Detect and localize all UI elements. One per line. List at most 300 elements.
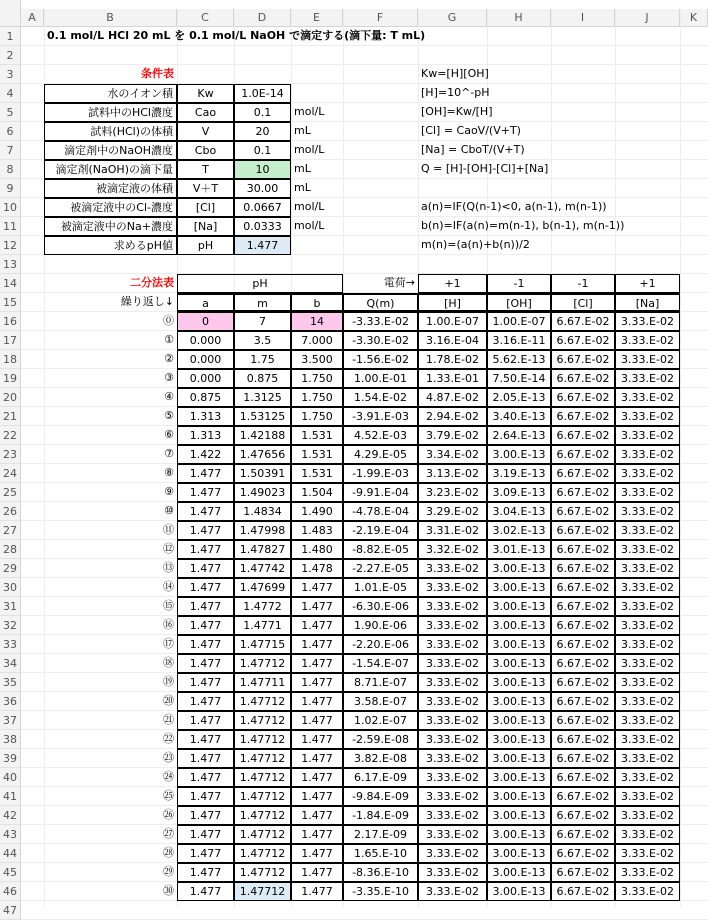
condition-label[interactable]: 被滴定液中のCl-濃度 — [44, 198, 177, 217]
bisection-cell[interactable]: 1.477 — [291, 597, 343, 616]
formula-text[interactable]: Kw=[H][OH] — [421, 67, 489, 80]
row-header-39[interactable]: 39 — [0, 749, 21, 768]
bisection-cell[interactable]: 1.477 — [177, 578, 234, 597]
bisection-cell[interactable]: 3.34.E-02 — [418, 445, 487, 464]
column-header-h[interactable]: H — [487, 9, 551, 27]
bisection-cell[interactable]: 1.47712 — [234, 768, 291, 787]
bisection-cell[interactable]: 3.33.E-02 — [615, 331, 680, 350]
bisection-cell[interactable]: 4.29.E-05 — [343, 445, 418, 464]
condition-label[interactable]: 滴定剤(NaOH)の滴下量 — [44, 160, 177, 179]
bisection-cell[interactable]: 1.490 — [291, 502, 343, 521]
bisection-cell[interactable]: 3.00.E-13 — [487, 730, 551, 749]
bisection-cell[interactable]: -4.78.E-04 — [343, 502, 418, 521]
bisection-cell[interactable]: 1.4834 — [234, 502, 291, 521]
bisection-cell[interactable]: 7.000 — [291, 331, 343, 350]
bisection-cell[interactable]: 7 — [234, 312, 291, 331]
column-title[interactable]: b — [291, 293, 343, 312]
bisection-cell[interactable]: 3.33.E-02 — [615, 730, 680, 749]
bisection-cell[interactable]: 6.67.E-02 — [551, 464, 615, 483]
bisection-cell[interactable]: 3.00.E-13 — [487, 825, 551, 844]
bisection-cell[interactable]: -2.27.E-05 — [343, 559, 418, 578]
bisection-cell[interactable]: 6.67.E-02 — [551, 559, 615, 578]
condition-value[interactable]: 0.1 — [234, 141, 291, 160]
iteration-index[interactable]: ⑩ — [164, 504, 174, 517]
column-header-e[interactable]: E — [291, 9, 343, 27]
bisection-cell[interactable]: 1.477 — [291, 692, 343, 711]
bisection-cell[interactable]: 1.477 — [177, 654, 234, 673]
bisection-cell[interactable]: 3.33.E-02 — [615, 312, 680, 331]
bisection-cell[interactable]: 2.05.E-13 — [487, 388, 551, 407]
bisection-cell[interactable]: 1.477 — [291, 844, 343, 863]
bisection-cell[interactable]: 1.504 — [291, 483, 343, 502]
bisection-cell[interactable]: 3.01.E-13 — [487, 540, 551, 559]
condition-label[interactable]: 試料中のHCl濃度 — [44, 103, 177, 122]
bisection-cell[interactable]: 1.477 — [291, 711, 343, 730]
bisection-cell[interactable]: 3.33.E-02 — [615, 559, 680, 578]
formula-text[interactable]: [Na] = CboT/(V+T) — [421, 143, 525, 156]
row-header-4[interactable]: 4 — [0, 84, 21, 103]
row-header-43[interactable]: 43 — [0, 825, 21, 844]
bisection-cell[interactable]: 3.5 — [234, 331, 291, 350]
bisection-cell[interactable]: 8.71.E-07 — [343, 673, 418, 692]
bisection-cell[interactable]: 6.67.E-02 — [551, 407, 615, 426]
column-title[interactable]: a — [177, 293, 234, 312]
bisection-cell[interactable]: 5.62.E-13 — [487, 350, 551, 369]
bisection-cell[interactable]: 3.33.E-02 — [615, 464, 680, 483]
bisection-cell[interactable]: 1.477 — [177, 863, 234, 882]
bisection-cell[interactable]: 6.67.E-02 — [551, 882, 615, 901]
bisection-cell[interactable]: 1.477 — [177, 730, 234, 749]
bisection-cell[interactable]: 4.87.E-02 — [418, 388, 487, 407]
bisection-cell[interactable]: 2.94.E-02 — [418, 407, 487, 426]
condition-unit[interactable]: mL — [294, 181, 311, 194]
bisection-cell[interactable]: 3.32.E-02 — [418, 540, 487, 559]
bisection-cell[interactable]: 1.477 — [291, 768, 343, 787]
bisection-cell[interactable]: 14 — [291, 312, 343, 331]
bisection-cell[interactable]: 1.50391 — [234, 464, 291, 483]
column-header-k[interactable]: K — [680, 9, 708, 27]
bisection-cell[interactable]: 3.33.E-02 — [418, 806, 487, 825]
row-header-26[interactable]: 26 — [0, 502, 21, 521]
bisection-cell[interactable]: 1.47712 — [234, 882, 291, 901]
bisection-cell[interactable]: 1.477 — [177, 844, 234, 863]
bisection-cell[interactable]: 1.47712 — [234, 692, 291, 711]
row-header-34[interactable]: 34 — [0, 654, 21, 673]
row-header-37[interactable]: 37 — [0, 711, 21, 730]
condition-value[interactable]: 1.477 — [234, 236, 291, 255]
select-all-corner[interactable] — [0, 0, 21, 27]
bisection-cell[interactable]: 6.67.E-02 — [551, 635, 615, 654]
bisection-cell[interactable]: 6.17.E-09 — [343, 768, 418, 787]
condition-unit[interactable]: mL — [294, 162, 311, 175]
bisection-cell[interactable]: 3.04.E-13 — [487, 502, 551, 521]
bisection-cell[interactable]: 1.477 — [177, 483, 234, 502]
ph-group-header[interactable]: pH — [177, 274, 343, 293]
bisection-cell[interactable]: 3.33.E-02 — [615, 578, 680, 597]
bisection-cell[interactable]: 1.477 — [177, 673, 234, 692]
bisection-cell[interactable]: 3.33.E-02 — [418, 559, 487, 578]
bisection-cell[interactable]: 3.33.E-02 — [615, 635, 680, 654]
bisection-cell[interactable]: 6.67.E-02 — [551, 483, 615, 502]
condition-unit[interactable]: mol/L — [294, 105, 325, 118]
column-title[interactable]: m — [234, 293, 291, 312]
bisection-cell[interactable]: 1.47712 — [234, 749, 291, 768]
row-header-45[interactable]: 45 — [0, 863, 21, 882]
bisection-cell[interactable]: 1.531 — [291, 445, 343, 464]
bisection-cell[interactable]: 1.478 — [291, 559, 343, 578]
column-header-a[interactable]: A — [21, 9, 44, 27]
bisection-cell[interactable]: 1.750 — [291, 369, 343, 388]
bisection-cell[interactable]: 3.16.E-11 — [487, 331, 551, 350]
bisection-cell[interactable]: 1.47712 — [234, 806, 291, 825]
bisection-cell[interactable]: 1.477 — [291, 749, 343, 768]
bisection-cell[interactable]: 0.000 — [177, 369, 234, 388]
bisection-cell[interactable]: 3.33.E-02 — [418, 844, 487, 863]
row-header-22[interactable]: 22 — [0, 426, 21, 445]
bisection-cell[interactable]: 6.67.E-02 — [551, 369, 615, 388]
sheet-title[interactable]: 0.1 mol/L HCl 20 mL を 0.1 mol/L NaOH で滴定する(滴下量: T mL) — [47, 29, 426, 42]
row-header-13[interactable]: 13 — [0, 255, 21, 274]
bisection-cell[interactable]: 1.47699 — [234, 578, 291, 597]
bisection-cell[interactable]: 3.33.E-02 — [418, 654, 487, 673]
bisection-cell[interactable]: 3.58.E-07 — [343, 692, 418, 711]
bisection-cell[interactable]: 3.00.E-13 — [487, 692, 551, 711]
iteration-index[interactable]: ③ — [164, 371, 174, 384]
bisection-cell[interactable]: 1.477 — [291, 654, 343, 673]
bisection-cell[interactable]: 3.33.E-02 — [615, 863, 680, 882]
condition-value[interactable]: 20 — [234, 122, 291, 141]
column-title[interactable]: [OH] — [487, 293, 551, 312]
bisection-cell[interactable]: 1.47712 — [234, 863, 291, 882]
bisection-cell[interactable]: 6.67.E-02 — [551, 388, 615, 407]
bisection-cell[interactable]: 1.477 — [177, 540, 234, 559]
bisection-cell[interactable]: 3.31.E-02 — [418, 521, 487, 540]
bisection-cell[interactable]: 3.00.E-13 — [487, 616, 551, 635]
bisection-cell[interactable]: 6.67.E-02 — [551, 863, 615, 882]
bisection-cell[interactable]: 7.50.E-14 — [487, 369, 551, 388]
iteration-index[interactable]: ① — [164, 333, 174, 346]
bisection-cell[interactable]: 3.00.E-13 — [487, 806, 551, 825]
condition-unit[interactable]: mol/L — [294, 219, 325, 232]
bisection-cell[interactable]: 3.00.E-13 — [487, 768, 551, 787]
bisection-cell[interactable]: 3.33.E-02 — [615, 825, 680, 844]
bisection-cell[interactable]: 0.875 — [234, 369, 291, 388]
bisection-cell[interactable]: 3.33.E-02 — [615, 768, 680, 787]
bisection-cell[interactable]: 1.47715 — [234, 635, 291, 654]
row-header-41[interactable]: 41 — [0, 787, 21, 806]
bisection-cell[interactable]: 1.313 — [177, 407, 234, 426]
row-header-9[interactable]: 9 — [0, 179, 21, 198]
row-header-19[interactable]: 19 — [0, 369, 21, 388]
bisection-cell[interactable]: 6.67.E-02 — [551, 806, 615, 825]
bisection-cell[interactable]: 3.00.E-13 — [487, 749, 551, 768]
column-header-c[interactable]: C — [177, 9, 234, 27]
row-header-46[interactable]: 46 — [0, 882, 21, 901]
bisection-cell[interactable]: 6.67.E-02 — [551, 578, 615, 597]
bisection-cell[interactable]: 3.00.E-13 — [487, 654, 551, 673]
bisection-cell[interactable]: -2.20.E-06 — [343, 635, 418, 654]
iteration-index[interactable]: ㉓ — [163, 751, 174, 764]
bisection-cell[interactable]: -3.91.E-03 — [343, 407, 418, 426]
bisection-cell[interactable]: 3.40.E-13 — [487, 407, 551, 426]
iteration-index[interactable]: ⑤ — [164, 409, 174, 422]
bisection-cell[interactable]: 6.67.E-02 — [551, 616, 615, 635]
bisection-cell[interactable]: 3.33.E-02 — [615, 388, 680, 407]
bisection-cell[interactable]: 3.00.E-13 — [487, 635, 551, 654]
bisection-cell[interactable]: 3.33.E-02 — [615, 711, 680, 730]
condition-label[interactable]: 試料(HCl)の体積 — [44, 122, 177, 141]
bisection-cell[interactable]: -3.33.E-02 — [343, 312, 418, 331]
bisection-cell[interactable]: 3.33.E-02 — [418, 597, 487, 616]
condition-unit[interactable]: mol/L — [294, 200, 325, 213]
bisection-cell[interactable]: 0.000 — [177, 350, 234, 369]
row-header-15[interactable]: 15 — [0, 293, 21, 312]
formula-text[interactable]: a(n)=IF(Q(n-1)<0, a(n-1), m(n-1)) — [421, 200, 607, 213]
iteration-index[interactable]: ㉖ — [163, 808, 174, 821]
row-header-36[interactable]: 36 — [0, 692, 21, 711]
bisection-cell[interactable]: 1.477 — [177, 882, 234, 901]
bisection-cell[interactable]: 3.00.E-13 — [487, 597, 551, 616]
bisection-cell[interactable]: 1.47712 — [234, 711, 291, 730]
bisection-cell[interactable]: 1.477 — [291, 863, 343, 882]
row-header-17[interactable]: 17 — [0, 331, 21, 350]
bisection-cell[interactable]: 1.33.E-01 — [418, 369, 487, 388]
bisection-cell[interactable]: 1.477 — [291, 806, 343, 825]
bisection-cell[interactable]: 3.33.E-02 — [418, 673, 487, 692]
bisection-cell[interactable]: 3.500 — [291, 350, 343, 369]
bisection-cell[interactable]: 1.480 — [291, 540, 343, 559]
bisection-cell[interactable]: 3.33.E-02 — [418, 578, 487, 597]
bisection-cell[interactable]: 3.00.E-13 — [487, 559, 551, 578]
iteration-index[interactable]: ⑫ — [163, 542, 174, 555]
condition-unit[interactable]: mL — [294, 124, 311, 137]
bisection-cell[interactable]: 1.47712 — [234, 825, 291, 844]
row-header-3[interactable]: 3 — [0, 65, 21, 84]
bisection-cell[interactable]: 1.53125 — [234, 407, 291, 426]
bisection-cell[interactable]: 1.483 — [291, 521, 343, 540]
bisection-cell[interactable]: 1.47712 — [234, 844, 291, 863]
bisection-cell[interactable]: 6.67.E-02 — [551, 597, 615, 616]
bisection-cell[interactable]: 3.19.E-13 — [487, 464, 551, 483]
bisection-cell[interactable]: 3.23.E-02 — [418, 483, 487, 502]
bisection-cell[interactable]: 1.477 — [177, 787, 234, 806]
charge-label[interactable]: 電荷→ — [383, 276, 415, 289]
bisection-cell[interactable]: 1.477 — [177, 597, 234, 616]
row-header-33[interactable]: 33 — [0, 635, 21, 654]
bisection-cell[interactable]: 1.00.E-07 — [487, 312, 551, 331]
iteration-index[interactable]: ㉚ — [163, 884, 174, 897]
bisection-heading[interactable]: 二分法表 — [130, 276, 174, 289]
bisection-cell[interactable]: 1.477 — [177, 768, 234, 787]
formula-text[interactable]: [H]=10^-pH — [421, 86, 490, 99]
iteration-index[interactable]: ⑭ — [163, 580, 174, 593]
row-header-31[interactable]: 31 — [0, 597, 21, 616]
column-header-j[interactable]: J — [615, 9, 680, 27]
bisection-cell[interactable]: 3.33.E-02 — [615, 749, 680, 768]
bisection-cell[interactable]: 1.477 — [291, 635, 343, 654]
row-header-10[interactable]: 10 — [0, 198, 21, 217]
row-header-24[interactable]: 24 — [0, 464, 21, 483]
bisection-cell[interactable]: 2.64.E-13 — [487, 426, 551, 445]
bisection-cell[interactable]: 1.65.E-10 — [343, 844, 418, 863]
column-title[interactable]: [Na] — [615, 293, 680, 312]
bisection-cell[interactable]: -8.82.E-05 — [343, 540, 418, 559]
condition-symbol[interactable]: V＋T — [177, 179, 234, 198]
iteration-index[interactable]: ⑯ — [163, 618, 174, 631]
bisection-cell[interactable]: 3.00.E-13 — [487, 578, 551, 597]
condition-label[interactable]: 被滴定液の体積 — [44, 179, 177, 198]
bisection-cell[interactable]: 1.750 — [291, 388, 343, 407]
bisection-cell[interactable]: 3.33.E-02 — [418, 768, 487, 787]
bisection-cell[interactable]: 3.33.E-02 — [418, 711, 487, 730]
bisection-cell[interactable]: 6.67.E-02 — [551, 825, 615, 844]
bisection-cell[interactable]: 3.33.E-02 — [615, 787, 680, 806]
condition-symbol[interactable]: Kw — [177, 84, 234, 103]
formula-text[interactable]: m(n)=(a(n)+b(n))/2 — [421, 238, 530, 251]
bisection-cell[interactable]: 3.00.E-13 — [487, 711, 551, 730]
iteration-index[interactable]: ⑱ — [163, 656, 174, 669]
bisection-cell[interactable]: 3.33.E-02 — [615, 445, 680, 464]
condition-symbol[interactable]: [Na] — [177, 217, 234, 236]
condition-value[interactable]: 1.0E-14 — [234, 84, 291, 103]
condition-symbol[interactable]: T — [177, 160, 234, 179]
bisection-cell[interactable]: 6.67.E-02 — [551, 426, 615, 445]
row-header-7[interactable]: 7 — [0, 141, 21, 160]
bisection-cell[interactable]: 1.477 — [291, 882, 343, 901]
bisection-cell[interactable]: 6.67.E-02 — [551, 711, 615, 730]
bisection-cell[interactable]: 1.4772 — [234, 597, 291, 616]
bisection-cell[interactable]: 3.33.E-02 — [615, 521, 680, 540]
bisection-cell[interactable]: 1.477 — [177, 502, 234, 521]
bisection-cell[interactable]: 6.67.E-02 — [551, 787, 615, 806]
bisection-cell[interactable]: 3.13.E-02 — [418, 464, 487, 483]
bisection-cell[interactable]: 6.67.E-02 — [551, 673, 615, 692]
bisection-cell[interactable]: -1.84.E-09 — [343, 806, 418, 825]
bisection-cell[interactable]: 1.47712 — [234, 730, 291, 749]
bisection-cell[interactable]: 6.67.E-02 — [551, 844, 615, 863]
bisection-cell[interactable]: 3.33.E-02 — [615, 407, 680, 426]
bisection-cell[interactable]: 1.3125 — [234, 388, 291, 407]
row-header-47[interactable]: 47 — [0, 901, 21, 920]
bisection-cell[interactable]: 6.67.E-02 — [551, 749, 615, 768]
bisection-cell[interactable]: 6.67.E-02 — [551, 350, 615, 369]
bisection-cell[interactable]: 6.67.E-02 — [551, 331, 615, 350]
iteration-index[interactable]: ㉔ — [163, 770, 174, 783]
bisection-cell[interactable]: -1.99.E-03 — [343, 464, 418, 483]
charge-value[interactable]: +1 — [615, 274, 680, 293]
iteration-index[interactable]: ⑪ — [163, 523, 174, 536]
row-header-38[interactable]: 38 — [0, 730, 21, 749]
condition-symbol[interactable]: V — [177, 122, 234, 141]
row-header-40[interactable]: 40 — [0, 768, 21, 787]
bisection-cell[interactable]: 6.67.E-02 — [551, 312, 615, 331]
bisection-cell[interactable]: 3.82.E-08 — [343, 749, 418, 768]
column-header-i[interactable]: I — [551, 9, 615, 27]
column-title[interactable]: [H] — [418, 293, 487, 312]
bisection-cell[interactable]: 1.477 — [291, 616, 343, 635]
bisection-cell[interactable]: 1.90.E-06 — [343, 616, 418, 635]
bisection-cell[interactable]: 6.67.E-02 — [551, 730, 615, 749]
bisection-cell[interactable]: 3.79.E-02 — [418, 426, 487, 445]
condition-label[interactable]: 被滴定液中のNa+濃度 — [44, 217, 177, 236]
row-header-30[interactable]: 30 — [0, 578, 21, 597]
bisection-cell[interactable]: -9.84.E-09 — [343, 787, 418, 806]
bisection-cell[interactable]: 1.477 — [291, 730, 343, 749]
bisection-cell[interactable]: 1.477 — [177, 635, 234, 654]
bisection-cell[interactable]: 1.47742 — [234, 559, 291, 578]
iteration-index[interactable]: ㉙ — [163, 865, 174, 878]
bisection-cell[interactable]: 1.477 — [177, 616, 234, 635]
bisection-cell[interactable]: 3.00.E-13 — [487, 882, 551, 901]
bisection-cell[interactable]: 1.477 — [291, 825, 343, 844]
formula-text[interactable]: [OH]=Kw/[H] — [421, 105, 493, 118]
charge-value[interactable]: +1 — [418, 274, 487, 293]
row-header-11[interactable]: 11 — [0, 217, 21, 236]
condition-symbol[interactable]: Cao — [177, 103, 234, 122]
row-header-18[interactable]: 18 — [0, 350, 21, 369]
bisection-cell[interactable]: 3.33.E-02 — [418, 825, 487, 844]
bisection-cell[interactable]: -3.30.E-02 — [343, 331, 418, 350]
iteration-index[interactable]: ⑳ — [163, 694, 174, 707]
column-header-g[interactable]: G — [418, 9, 487, 27]
iteration-index[interactable]: ㉗ — [163, 827, 174, 840]
bisection-cell[interactable]: 3.33.E-02 — [615, 844, 680, 863]
row-header-5[interactable]: 5 — [0, 103, 21, 122]
bisection-cell[interactable]: 6.67.E-02 — [551, 692, 615, 711]
condition-unit[interactable] — [291, 84, 343, 103]
bisection-cell[interactable]: 3.33.E-02 — [615, 806, 680, 825]
bisection-cell[interactable]: 1.477 — [291, 578, 343, 597]
row-header-23[interactable]: 23 — [0, 445, 21, 464]
bisection-cell[interactable]: 3.33.E-02 — [615, 692, 680, 711]
bisection-cell[interactable]: 3.29.E-02 — [418, 502, 487, 521]
bisection-cell[interactable]: 3.33.E-02 — [615, 673, 680, 692]
iteration-index[interactable]: ⑮ — [163, 599, 174, 612]
bisection-cell[interactable]: 0.875 — [177, 388, 234, 407]
bisection-cell[interactable]: 1.47712 — [234, 654, 291, 673]
row-header-16[interactable]: 16 — [0, 312, 21, 331]
bisection-cell[interactable]: 1.47827 — [234, 540, 291, 559]
condition-unit[interactable] — [291, 236, 343, 255]
row-header-44[interactable]: 44 — [0, 844, 21, 863]
bisection-cell[interactable]: 1.477 — [177, 464, 234, 483]
charge-value[interactable]: -1 — [487, 274, 551, 293]
iteration-index[interactable]: ⑰ — [163, 637, 174, 650]
row-header-27[interactable]: 27 — [0, 521, 21, 540]
bisection-cell[interactable]: 3.33.E-02 — [418, 635, 487, 654]
bisection-cell[interactable]: 0 — [177, 312, 234, 331]
iteration-index[interactable]: ④ — [164, 390, 174, 403]
bisection-cell[interactable]: 3.33.E-02 — [418, 863, 487, 882]
bisection-cell[interactable]: 3.09.E-13 — [487, 483, 551, 502]
bisection-cell[interactable]: 1.75 — [234, 350, 291, 369]
bisection-cell[interactable]: -3.35.E-10 — [343, 882, 418, 901]
bisection-cell[interactable]: 1.477 — [177, 749, 234, 768]
bisection-cell[interactable]: 3.33.E-02 — [418, 882, 487, 901]
condition-unit[interactable]: mol/L — [294, 143, 325, 156]
bisection-cell[interactable]: 3.33.E-02 — [615, 597, 680, 616]
iteration-index[interactable]: ⑧ — [164, 466, 174, 479]
column-title[interactable]: [Cl] — [551, 293, 615, 312]
row-header-20[interactable]: 20 — [0, 388, 21, 407]
bisection-cell[interactable]: 1.78.E-02 — [418, 350, 487, 369]
bisection-cell[interactable]: 1.477 — [291, 673, 343, 692]
bisection-cell[interactable]: 1.422 — [177, 445, 234, 464]
bisection-cell[interactable]: 1.477 — [177, 692, 234, 711]
bisection-cell[interactable]: 1.47998 — [234, 521, 291, 540]
row-header-21[interactable]: 21 — [0, 407, 21, 426]
formula-text[interactable]: Q = [H]-[OH]-[Cl]+[Na] — [421, 162, 549, 175]
